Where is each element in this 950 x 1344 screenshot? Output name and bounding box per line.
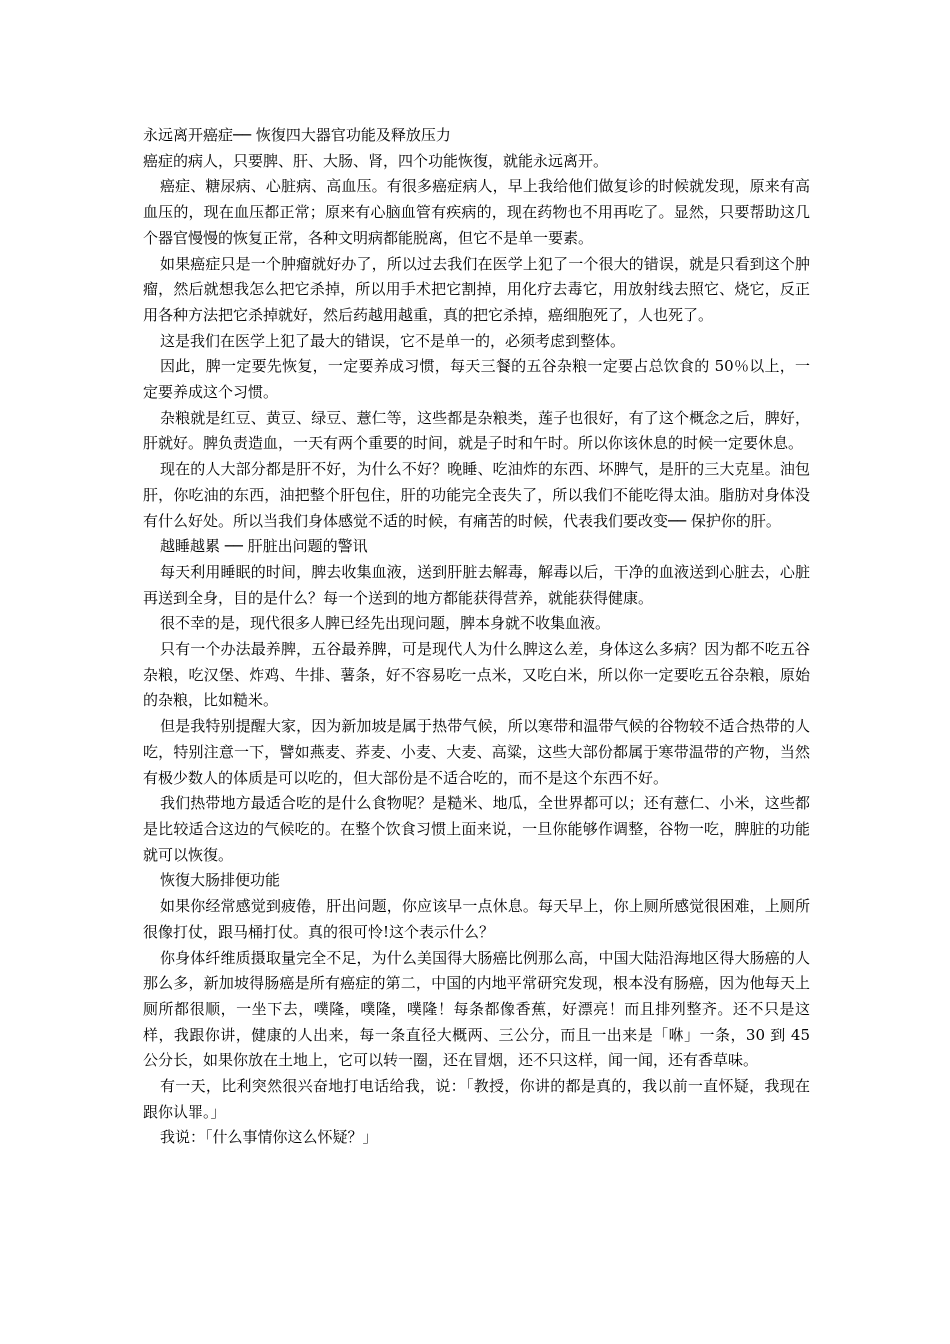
paragraph: 这是我们在医学上犯了最大的错误，它不是单一的，必须考虑到整体。 xyxy=(160,331,626,350)
paragraph: 但是我特别提醒大家，因为新加坡是属于热带气候，所以寒带和温带气候的谷物较不适合热带的人吃，特别注意一下，譬如燕麦、荞麦、小麦、大麦、高粱，这些大部份都属于寒带温带的产物，当然有极少数人的体质是可以吃的，但大部份是不适合吃的，而不是这个东西不好。 xyxy=(143,717,810,787)
document-title: 永远离开癌症── 恢復四大器官功能及释放压力 xyxy=(143,126,451,144)
paragraph: 每天利用睡眠的时间，脾去收集血液，送到肝脏去解毒，解毒以后，干净的血液送到心脏去，心脏再送到全身，目的是什么？每一个送到的地方都能获得营养，就能获得健康。 xyxy=(143,562,810,607)
paragraph: 你身体纤维质摄取量完全不足，为什么美国得大肠癌比例那么高，中国大陆沿海地区得大肠癌的人那么多，新加坡得肠癌是所有癌症的第二，中国的内地平常研究发现，根本没有肠癌，因为他每天上厕所都很顺，一坐下去，噗隆，噗隆，噗隆！每条都像香蕉，好漂亮！而且排列整齐。还不只是这样，我跟你讲，健康的人出来，每一条直径大概两、三公分，而且一出来是「咻」一条，30 到 45 公分长，如果你放在土地上，它可以转一圈，还在冒烟，还不只这样，闻一闻，还有香草味。 xyxy=(143,948,810,1070)
paragraph-intro: 癌症的病人，只要脾、肝、大肠、肾，四个功能恢復，就能永远离开。 xyxy=(143,151,609,170)
paragraph: 只有一个办法最养脾，五谷最养脾，可是现代人为什么脾这么差，身体这么多病？因为都不吃五谷杂粮，吃汉堡、炸鸡、牛排、薯条，好不容易吃一点米，又吃白米，所以你一定要吃五谷杂粮，原始的杂粮，比如糙米。 xyxy=(143,640,810,710)
paragraph: 现在的人大部分都是肝不好，为什么不好？晚睡、吃油炸的东西、坏脾气，是肝的三大克星。油包肝，你吃油的东西，油把整个肝包住，肝的功能完全丧失了，所以我们不能吃得太油。脂肪对身体没有什么好处。所以当我们身体感觉不适的时候，有痛苦的时候，代表我们要改变── 保护你的肝。 xyxy=(143,460,810,530)
paragraph: 如果癌症只是一个肿瘤就好办了，所以过去我们在医学上犯了一个很大的错误，就是只看到这个肿瘤，然后就想我怎么把它杀掉，所以用手术把它割掉，用化疗去毒它，用放射线去照它、烧它，反正用各种方法把它杀掉就好，然后药越用越重，真的把它杀掉，癌细胞死了，人也死了。 xyxy=(143,254,810,324)
paragraph: 我们热带地方最适合吃的是什么食物呢？是糙米、地瓜，全世界都可以；还有薏仁、小米，这些都是比较适合这边的气候吃的。在整个饮食习惯上面来说，一旦你能够作调整，谷物一吃，脾脏的功能就可以恢復。 xyxy=(143,794,810,864)
document-body xyxy=(143,123,810,1151)
paragraph: 我说：「什么事情你这么怀疑？」 xyxy=(160,1128,378,1147)
paragraph: 杂粮就是红豆、黄豆、绿豆、薏仁等，这些都是杂粮类，莲子也很好，有了这个概念之后，脾好，肝就好。脾负责造血，一天有两个重要的时间，就是子时和午时。所以你该休息的时候一定要休息。 xyxy=(143,408,810,453)
paragraph: 因此，脾一定要先恢复，一定要养成习惯，每天三餐的五谷杂粮一定要占总饮食的 50％以上，一定要养成这个习惯。 xyxy=(143,357,810,402)
section-heading: 恢復大肠排便功能 xyxy=(160,871,281,890)
paragraph: 很不幸的是，现代很多人脾已经先出现问题，脾本身就不收集血液。 xyxy=(160,614,611,633)
paragraph: 癌症、糖尿病、心脏病、高血压。有很多癌症病人，早上我给他们做复诊的时候就发现，原来有高血压的，现在血压都正常；原来有心脑血管有疾病的，现在药物也不用再吃了。显然，只要帮助这几个器官慢慢的恢复正常，各种文明病都能脱离，但它不是单一要素。 xyxy=(143,177,810,247)
paragraph: 有一天，比利突然很兴奋地打电话给我，说：「教授，你讲的都是真的，我以前一直怀疑，我现在跟你认罪。」 xyxy=(143,1077,810,1121)
paragraph: 如果你经常感觉到疲倦，肝出问题，你应该早一点休息。每天早上，你上厕所感觉很困难，上厕所很像打仗，跟马桶打仗。真的很可怜!这个表示什么？ xyxy=(143,897,810,941)
section-heading: 越睡越累 ── 肝脏出问题的警讯 xyxy=(160,537,368,556)
